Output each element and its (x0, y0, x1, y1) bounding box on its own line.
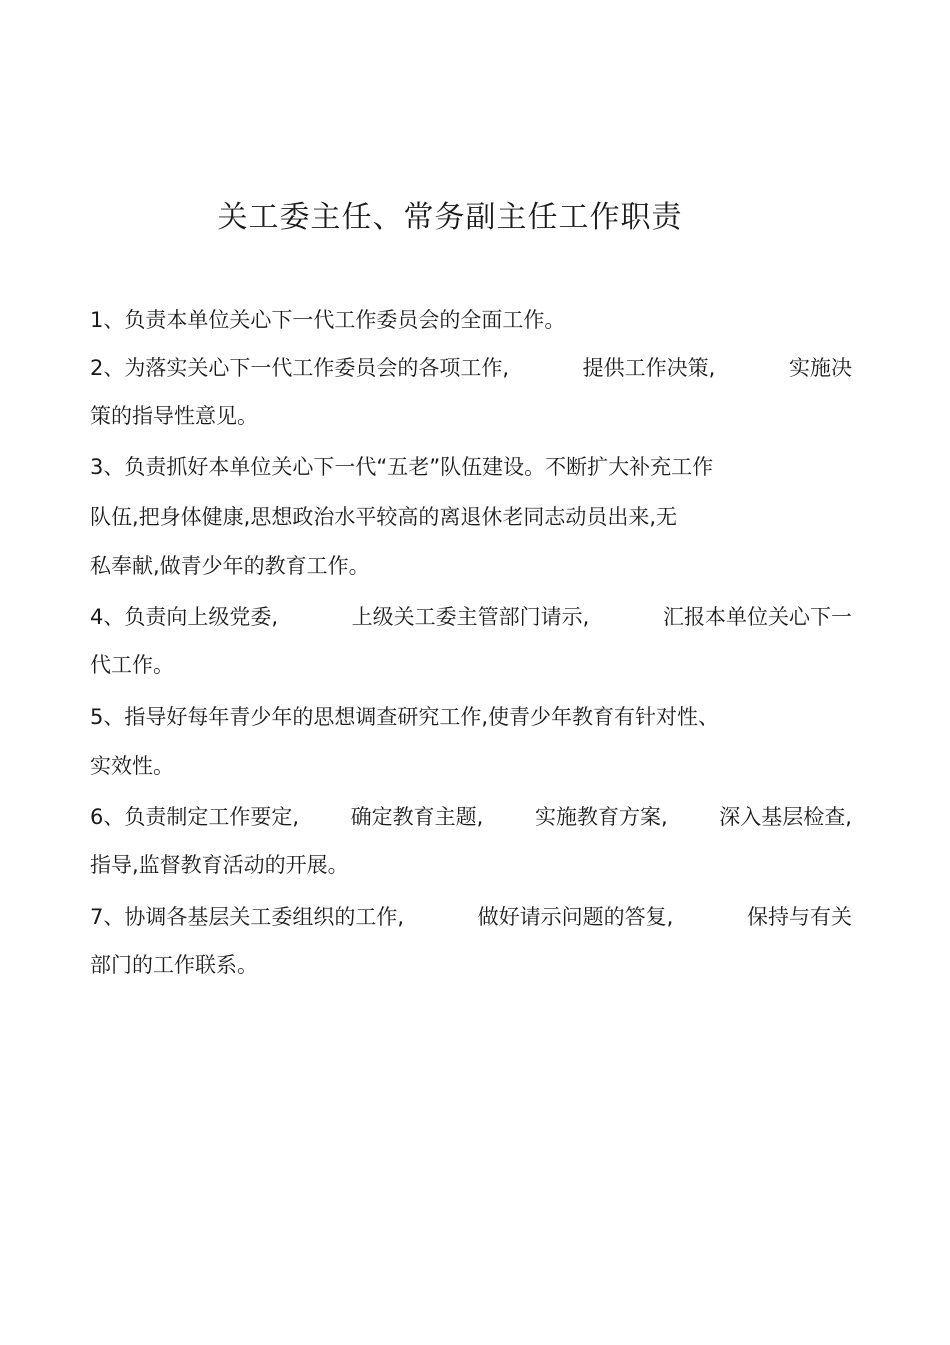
paragraph-1-line-1: 1、负责本单位关心下一代工作委员会的全面工作。 (90, 308, 566, 332)
paragraph-3-line-1: 3、负责抓好本单位关心下一代“五老”队伍建设。不断扩大补充工作 (90, 455, 714, 479)
text-segment: 上级关工委主管部门请示, (351, 605, 590, 629)
paragraph-2-line-2: 策的指导性意见。 (90, 404, 258, 428)
text-segment: 7、协调各基层关工委组织的工作, (90, 905, 405, 929)
text-segment: 6、负责制定工作要定, (90, 805, 300, 829)
text-segment: 4、负责向上级党委, (90, 605, 279, 629)
paragraph-3-line-2: 队伍,把身体健康,思想政治水平较高的离退休老同志动员出来,无 (90, 505, 678, 529)
text-segment: 深入基层检查, (719, 805, 852, 829)
paragraph-5-line-1: 5、指导好每年青少年的思想调查研究工作,使青少年教育有针对性、 (90, 705, 720, 729)
text-segment: 提供工作决策, (582, 356, 716, 380)
text-segment: 汇报本单位关心下一 (662, 605, 852, 629)
paragraph-2-line-1 (90, 353, 852, 383)
paragraph-7-line-2: 部门的工作联系。 (90, 953, 258, 977)
text-segment: 实施决 (788, 356, 852, 380)
text-segment: 实施教育方案, (534, 805, 668, 829)
paragraph-6-line-1 (90, 802, 852, 832)
document-title: 关工委主任、常务副主任工作职责 (217, 200, 683, 235)
paragraph-6-line-2: 指导,监督教育活动的开展。 (90, 853, 349, 877)
paragraph-3-line-3: 私奉献,做青少年的教育工作。 (90, 554, 370, 578)
paragraph-4-line-1 (90, 602, 852, 632)
paragraph-4-line-2: 代工作。 (90, 653, 174, 677)
text-segment: 保持与有关 (746, 905, 852, 929)
paragraph-5-line-2: 实效性。 (90, 754, 174, 778)
paragraph-7-line-1 (90, 902, 852, 932)
text-segment: 2、为落实关心下一代工作委员会的各项工作, (90, 356, 510, 380)
text-segment: 确定教育主题, (350, 805, 484, 829)
text-segment: 做好请示问题的答复, (477, 905, 674, 929)
